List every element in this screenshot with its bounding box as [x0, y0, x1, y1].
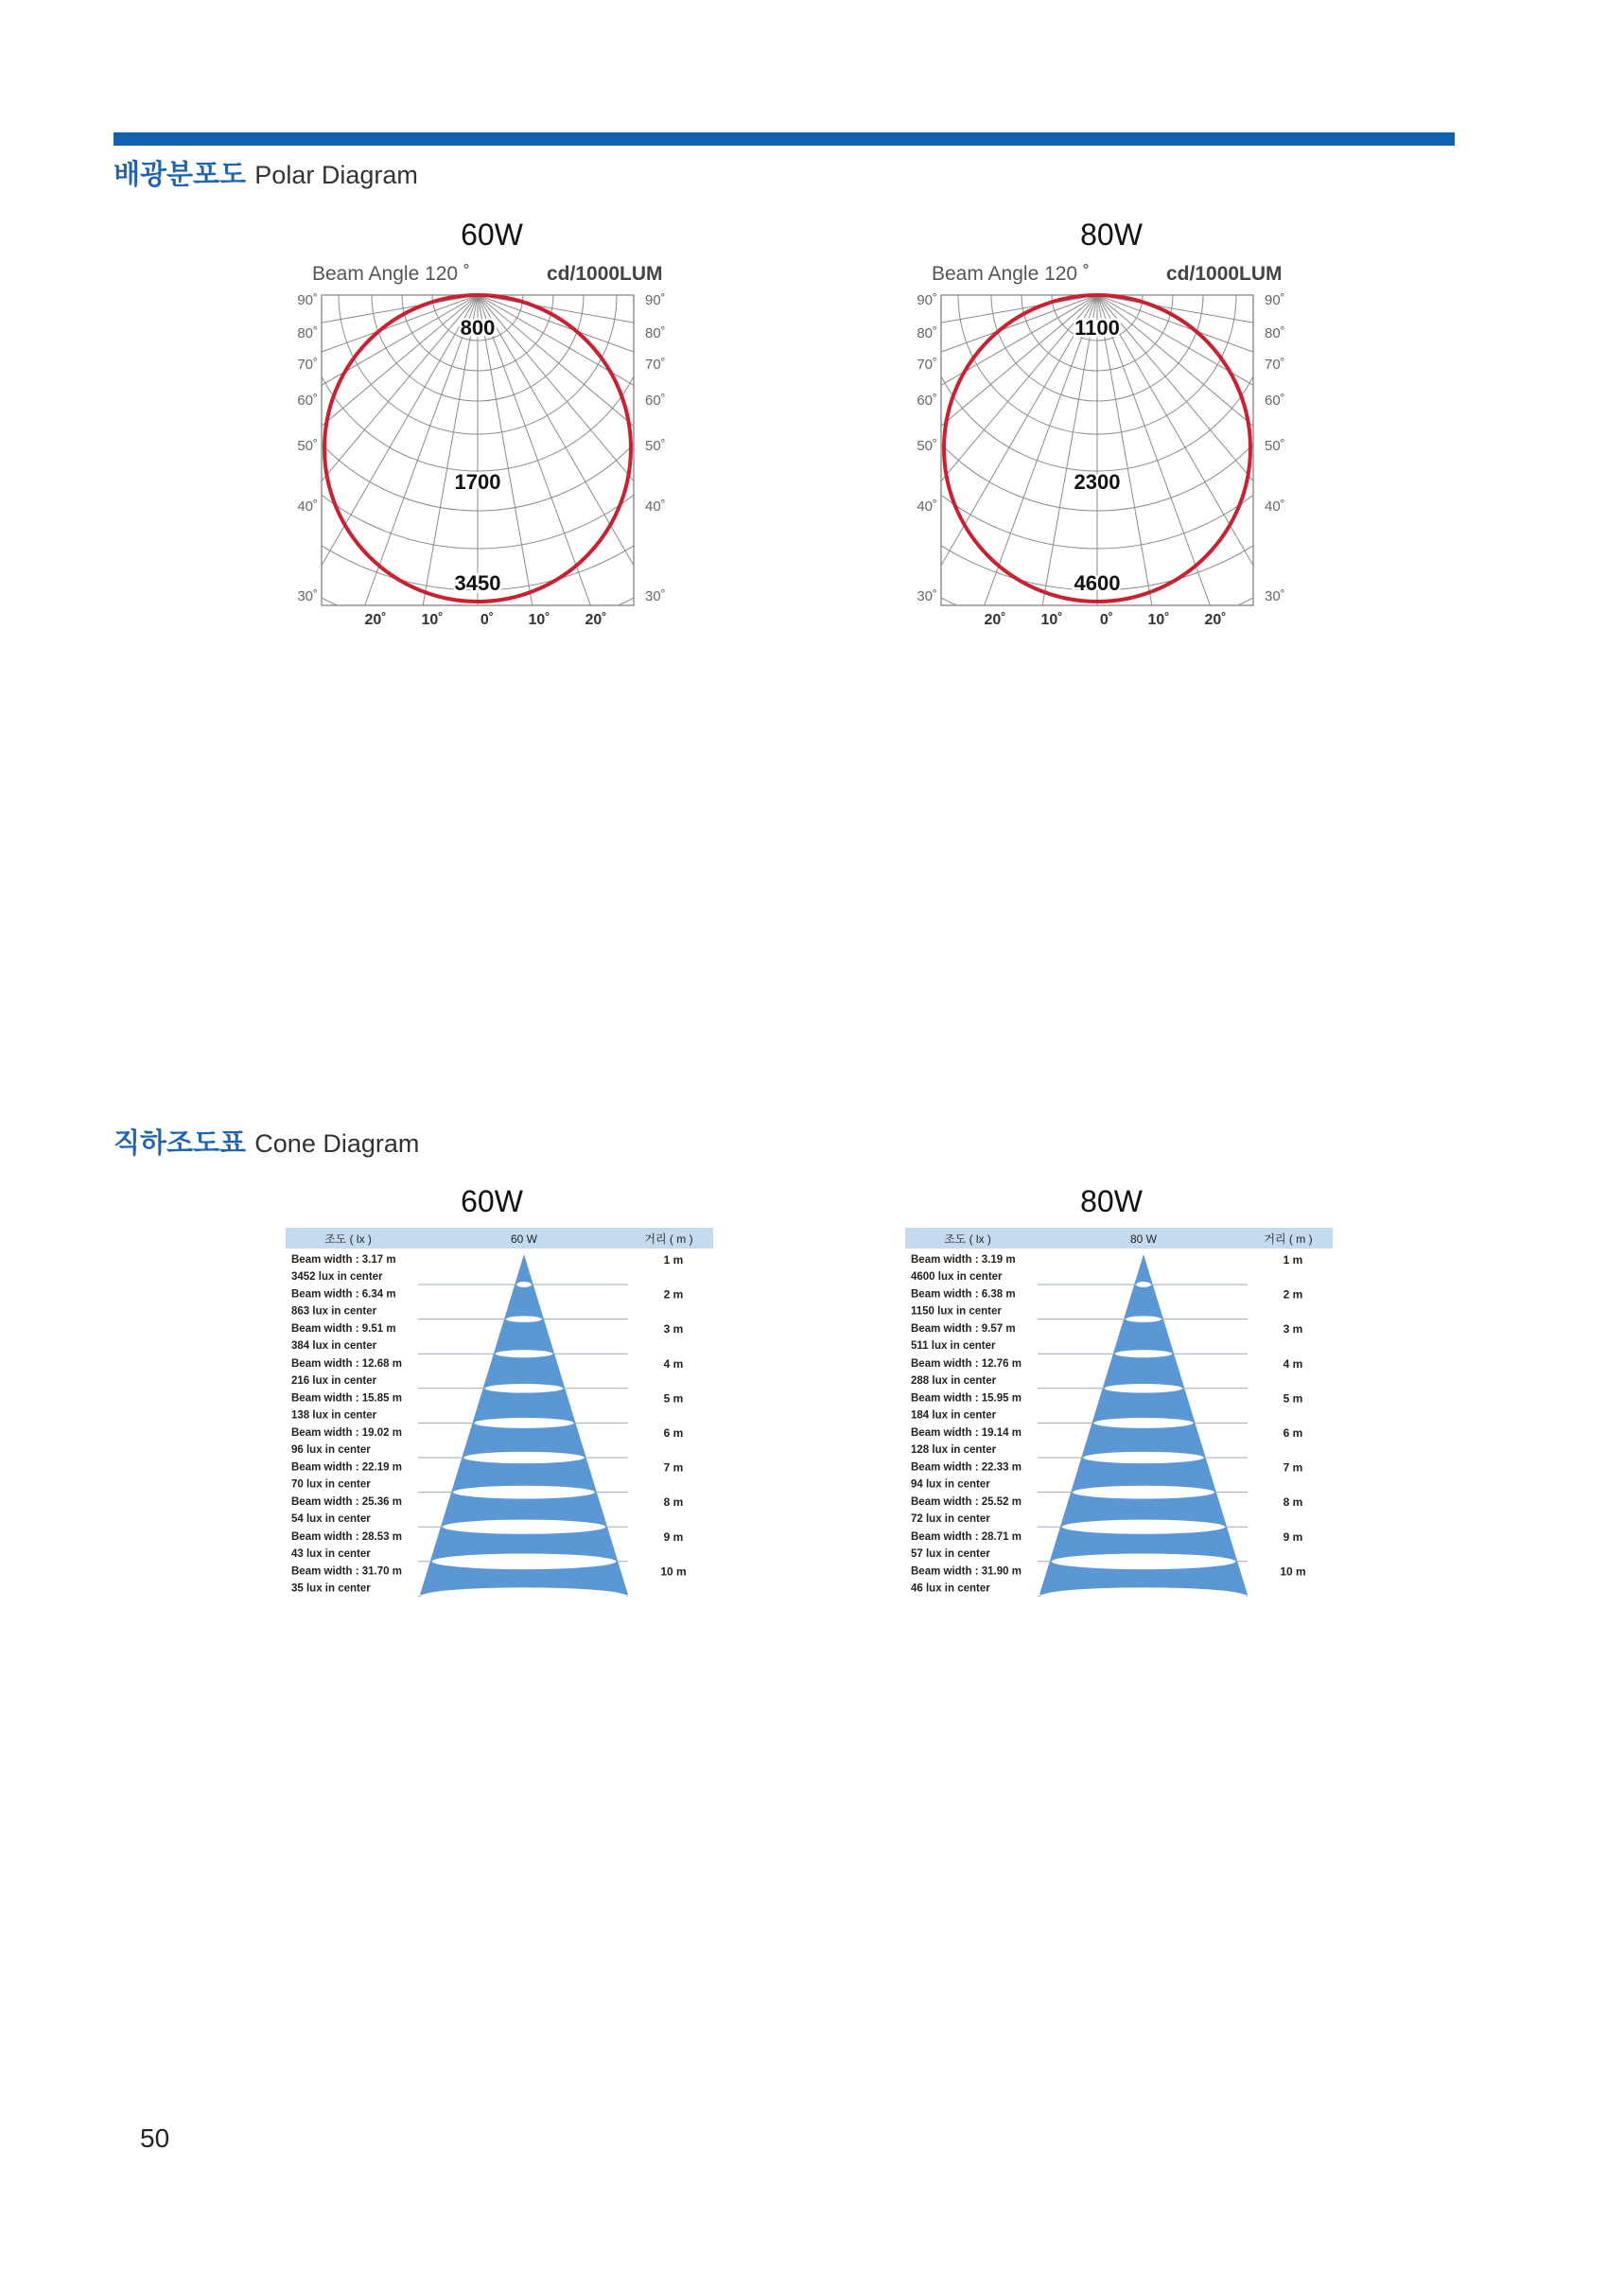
polar-left-label: 80˚ — [917, 325, 937, 341]
cone-ellipse — [1052, 1553, 1235, 1569]
cone-beam-width-label: Beam width : 3.19 m — [911, 1254, 1016, 1266]
cone-ellipse — [1041, 1587, 1247, 1604]
cone-ellipse — [1062, 1520, 1225, 1534]
cone-ellipse — [443, 1520, 605, 1534]
polar-grid-ray — [1097, 295, 1523, 802]
page-number: 50 — [140, 2123, 170, 2153]
polar-left-label: 40˚ — [917, 498, 937, 515]
cone-distance-label: 3 m — [663, 1322, 684, 1337]
polar-left-label: 30˚ — [917, 588, 937, 604]
polar-right-label: 50˚ — [645, 438, 666, 454]
polar-grid-ray — [52, 295, 478, 802]
polar-left-label: 70˚ — [917, 357, 937, 373]
cone-ellipse — [485, 1384, 564, 1393]
cone-ellipse — [496, 1350, 552, 1357]
polar-ring-value: 3450 — [454, 571, 501, 595]
cone-header-left: 조도 ( lx ) — [324, 1232, 372, 1246]
cone-lux-label: 863 lux in center — [291, 1305, 377, 1318]
polar-bottom-label: 10˚ — [528, 612, 550, 628]
cone-header-right: 거리 ( m ) — [644, 1232, 693, 1246]
cone-ellipse — [1073, 1486, 1214, 1499]
cone-chart-60w — [286, 1228, 713, 1606]
cone-ellipse — [1083, 1452, 1203, 1463]
polar-grid-ray — [478, 295, 903, 802]
cone-distance-label: 2 m — [663, 1287, 684, 1302]
polar-bottom-label: 20˚ — [585, 612, 607, 628]
cone-beam-width-label: Beam width : 31.90 m — [911, 1565, 1022, 1578]
cone-ellipse — [506, 1316, 542, 1322]
cone-lux-label: 184 lux in center — [911, 1409, 997, 1422]
cone-lux-label: 46 lux in center — [911, 1582, 990, 1595]
cone-beam-width-label: Beam width : 9.51 m — [291, 1323, 396, 1336]
cone-section-title-ko: 직하조도표 — [114, 1127, 247, 1159]
polar-right-label: 50˚ — [1265, 438, 1285, 454]
cone-header-mid: 80 W — [1129, 1232, 1158, 1246]
polar-60w-beam-angle: Beam Angle 120 ˚ — [312, 263, 470, 285]
polar-80w-beam-angle: Beam Angle 120 ˚ — [932, 263, 1090, 285]
polar-chart-60w — [274, 284, 681, 634]
cone-distance-label: 10 m — [660, 1564, 687, 1579]
cone-lux-label: 288 lux in center — [911, 1374, 997, 1387]
polar-bottom-label: 20˚ — [1204, 612, 1227, 628]
cone-ellipse — [422, 1587, 627, 1604]
cone-beam-width-label: Beam width : 25.36 m — [291, 1496, 402, 1509]
cone-lux-label: 54 lux in center — [291, 1513, 371, 1526]
cone-beam-width-label: Beam width : 15.95 m — [911, 1392, 1022, 1405]
cone-lux-label: 1150 lux in center — [911, 1305, 1002, 1318]
polar-ring-value: 1100 — [1074, 316, 1120, 340]
polar-right-label: 60˚ — [645, 393, 666, 409]
polar-chart-80w — [894, 284, 1301, 634]
cone-distance-label: 3 m — [1283, 1322, 1303, 1337]
polar-left-label: 70˚ — [297, 357, 318, 373]
polar-right-label: 90˚ — [1265, 292, 1285, 308]
cone-header-mid: 60 W — [510, 1232, 538, 1246]
polar-right-label: 80˚ — [1265, 325, 1285, 341]
cone-lux-label: 43 lux in center — [291, 1547, 371, 1560]
cone-distance-label: 9 m — [1283, 1529, 1303, 1544]
cone-distance-label: 8 m — [1283, 1495, 1303, 1510]
cone-ellipse — [1136, 1282, 1151, 1287]
cone-lux-label: 384 lux in center — [291, 1340, 377, 1353]
cone-ellipse — [1105, 1384, 1183, 1393]
cone-lux-label: 216 lux in center — [291, 1374, 377, 1387]
cone-distance-label: 9 m — [663, 1529, 684, 1544]
cone-distance-label: 7 m — [663, 1460, 684, 1475]
cone-ellipse — [432, 1553, 616, 1569]
polar-right-label: 40˚ — [645, 498, 666, 515]
polar-right-label: 60˚ — [1265, 393, 1285, 409]
cone-chart-80w — [905, 1228, 1333, 1606]
polar-ring-value: 800 — [460, 316, 496, 340]
polar-left-label: 80˚ — [297, 325, 318, 341]
polar-80w-title: 80W — [1080, 218, 1143, 252]
cone-beam-width-label: Beam width : 28.71 m — [911, 1530, 1022, 1543]
polar-grid-ray — [672, 295, 1097, 802]
polar-left-label: 60˚ — [917, 393, 937, 409]
cone-distance-label: 7 m — [1283, 1460, 1303, 1475]
cone-lux-label: 70 lux in center — [291, 1478, 371, 1491]
polar-bottom-label: 10˚ — [1040, 612, 1063, 628]
cone-ellipse — [453, 1486, 595, 1499]
polar-grid-ray — [1097, 295, 1428, 868]
cone-ellipse — [1093, 1418, 1193, 1428]
polar-grid-ray — [478, 295, 704, 918]
polar-bottom-label: 0˚ — [480, 612, 495, 628]
cone-distance-label: 5 m — [663, 1391, 684, 1406]
polar-bottom-label: 20˚ — [364, 612, 387, 628]
polar-grid-ray — [0, 295, 478, 521]
cone-ellipse — [1115, 1350, 1172, 1357]
cone-beam-width-label: Beam width : 12.68 m — [291, 1357, 402, 1370]
cone-beam-width-label: Beam width : 28.53 m — [291, 1530, 402, 1543]
cone-beam-width-label: Beam width : 12.76 m — [911, 1357, 1022, 1370]
cone-distance-label: 5 m — [1283, 1391, 1303, 1406]
cone-80w-title: 80W — [1080, 1184, 1143, 1218]
cone-ellipse — [1126, 1316, 1161, 1322]
polar-grid-ray — [871, 295, 1097, 918]
cone-beam-width-label: Beam width : 6.38 m — [911, 1288, 1016, 1301]
cone-beam-width-label: Beam width : 19.14 m — [911, 1427, 1022, 1439]
cone-distance-label: 1 m — [663, 1253, 684, 1267]
cone-beam-width-label: Beam width : 6.34 m — [291, 1288, 396, 1301]
polar-60w-title: 60W — [461, 218, 523, 252]
polar-bottom-label: 10˚ — [1147, 612, 1170, 628]
polar-grid-ray — [0, 295, 478, 626]
polar-section-title — [114, 153, 418, 192]
cone-lux-label: 128 lux in center — [911, 1444, 997, 1456]
cone-distance-label: 8 m — [663, 1495, 684, 1510]
cone-header-right: 거리 ( m ) — [1264, 1232, 1313, 1246]
polar-left-label: 90˚ — [917, 292, 937, 308]
cone-lux-label: 57 lux in center — [911, 1547, 990, 1560]
cone-lux-label: 35 lux in center — [291, 1582, 371, 1595]
polar-grid-ray — [478, 295, 809, 868]
polar-grid-ray — [252, 295, 478, 918]
polar-right-label: 30˚ — [645, 588, 666, 604]
cone-beam-width-label: Beam width : 25.52 m — [911, 1496, 1022, 1509]
cone-lux-label: 94 lux in center — [911, 1478, 990, 1491]
cone-lux-label: 138 lux in center — [291, 1409, 377, 1422]
polar-right-label: 80˚ — [645, 325, 666, 341]
polar-grid-ray — [766, 295, 1097, 868]
cone-beam-width-label: Beam width : 15.85 m — [291, 1392, 402, 1405]
cone-distance-label: 6 m — [663, 1426, 684, 1440]
cone-lux-label: 96 lux in center — [291, 1444, 371, 1456]
cone-distance-label: 2 m — [1283, 1287, 1303, 1302]
cone-lux-label: 4600 lux in center — [911, 1271, 1003, 1283]
polar-left-label: 30˚ — [297, 588, 318, 604]
cone-60w-title: 60W — [461, 1184, 523, 1218]
cone-ellipse — [463, 1452, 584, 1463]
cone-ellipse — [474, 1418, 573, 1428]
cone-section-title-en: Cone Diagram — [254, 1129, 420, 1158]
polar-ring-value: 4600 — [1074, 571, 1121, 595]
polar-grid-ray — [1097, 295, 1624, 411]
polar-60w-unit: cd/1000LUM — [547, 263, 663, 285]
cone-beam-width-label: Beam width : 3.17 m — [291, 1254, 396, 1266]
polar-right-label: 70˚ — [1265, 357, 1285, 373]
polar-grid-ray — [0, 295, 478, 721]
polar-left-label: 90˚ — [297, 292, 318, 308]
cone-distance-label: 10 m — [1280, 1564, 1306, 1579]
cone-beam-width-label: Beam width : 19.02 m — [291, 1427, 402, 1439]
cone-distance-label: 6 m — [1283, 1426, 1303, 1440]
cone-distance-label: 4 m — [663, 1356, 684, 1371]
cone-lux-label: 511 lux in center — [911, 1340, 996, 1353]
polar-grid-ray — [1097, 295, 1624, 626]
polar-grid-ray — [1097, 295, 1604, 721]
cone-distance-label: 1 m — [1283, 1253, 1303, 1267]
cone-beam-width-label: Beam width : 22.33 m — [911, 1461, 1022, 1474]
top-accent-bar — [114, 132, 1455, 146]
polar-right-label: 40˚ — [1265, 498, 1285, 515]
cone-section-title — [114, 1122, 419, 1161]
polar-right-label: 30˚ — [1265, 588, 1285, 604]
cone-beam-width-label: Beam width : 31.70 m — [291, 1565, 402, 1578]
polar-bottom-label: 20˚ — [984, 612, 1006, 628]
cone-header-left: 조도 ( lx ) — [944, 1232, 991, 1246]
polar-bottom-label: 10˚ — [421, 612, 444, 628]
polar-left-label: 40˚ — [297, 498, 318, 515]
polar-left-label: 50˚ — [297, 438, 318, 454]
polar-left-label: 50˚ — [917, 438, 937, 454]
cone-beam-width-label: Beam width : 22.19 m — [291, 1461, 402, 1474]
polar-grid-ray — [1097, 295, 1323, 918]
cone-lux-label: 72 lux in center — [911, 1513, 990, 1526]
polar-80w-unit: cd/1000LUM — [1166, 263, 1283, 285]
cone-ellipse — [516, 1282, 532, 1287]
polar-right-label: 90˚ — [645, 292, 666, 308]
polar-grid-ray — [147, 295, 478, 868]
polar-section-title-en: Polar Diagram — [254, 161, 418, 189]
polar-ring-value: 2300 — [1074, 470, 1121, 494]
cone-beam-width-label: Beam width : 9.57 m — [911, 1323, 1016, 1336]
polar-right-label: 70˚ — [645, 357, 666, 373]
polar-ring-value: 1700 — [454, 470, 501, 494]
polar-section-title-ko: 배광분포도 — [114, 158, 247, 190]
cone-lux-label: 3452 lux in center — [291, 1271, 383, 1283]
polar-grid-ray — [1097, 295, 1624, 521]
cone-distance-label: 4 m — [1283, 1356, 1303, 1371]
polar-left-label: 60˚ — [297, 393, 318, 409]
polar-bottom-label: 0˚ — [1099, 612, 1114, 628]
